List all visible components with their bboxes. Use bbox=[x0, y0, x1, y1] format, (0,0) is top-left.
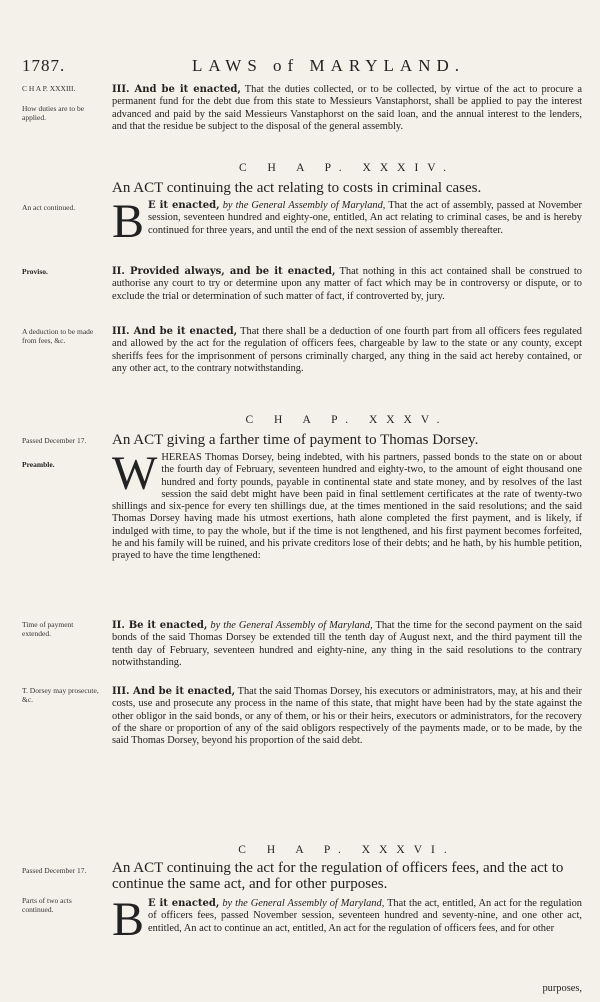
section-lead: E it enacted, bbox=[148, 898, 220, 909]
assembly-phrase: by the General Assembly of Maryland, bbox=[219, 898, 385, 909]
margin-dorsey-prosecute: T. Dorsey may prosecute, &c. bbox=[22, 686, 99, 704]
dropcap-b: B bbox=[112, 195, 145, 248]
margin-parts-two-acts: Parts of two acts continued. bbox=[22, 896, 72, 914]
section-text: That the act, entitled, An act for the regulation of officers fees, passed November session, seventeen hundred and seventy-nine, and one other act, entitled, An act to continue an act, entitled, An act for the regulation of officers fees, and for other bbox=[148, 898, 582, 934]
chap35-title: An ACT giving a farther time of payment to Thomas Dorsey. bbox=[112, 432, 479, 448]
chap34-section2 bbox=[112, 266, 582, 303]
dropcap-b: B bbox=[112, 893, 145, 946]
chap33-section3 bbox=[112, 84, 582, 133]
section-text: That nothing in this act contained shall be construed to authorise any court to try or determine upon any matter of fact which may be in controversy or dispute, or to exclude the trial or determination of such matter of fact, if controverted by, jury. bbox=[112, 266, 582, 302]
chap35-heading: C H A P. XXXV. bbox=[245, 414, 449, 426]
margin-time-payment: Time of payment extended. bbox=[22, 620, 74, 638]
margin-preamble: Preamble. bbox=[22, 460, 55, 469]
section-text: That there shall be a deduction of one fourth part from all officers fees regulated and allowed by the act for the regulation of officers fees, chargeable by law to the state or any county, except sheriffs fees for the imprisonment of persons criminally charged, any thing in the said act hereby contained, or any other act, to the contrary notwithstanding. bbox=[112, 326, 582, 374]
section-text: That the time for the second payment on the said bonds of the said Thomas Dorsey be extended till the tenth day of August next, and the third payment till the tenth day of February, seventeen hundred and eighty-nine, any thing in the said resolutions to the contrary notwithstanding. bbox=[112, 620, 582, 668]
chap34-title: An ACT continuing the act relating to costs in criminal cases. bbox=[112, 180, 482, 196]
section-text: That the said Thomas Dorsey, his executors or administrators, may, at his and their costs, use and prosecute any process in the name of this state, that might have been had by the state against the other obligor in the said bonds, or any of them, or his or their heirs, executors or administrators, for the recovery of the share or proportion of any of the said obligors respectively of the payments made, or to be made, by the said Thomas Dorsey, beyond his proportion of the said debt. bbox=[112, 686, 582, 747]
chap35-preamble bbox=[112, 447, 582, 563]
chap36-title: An ACT continuing the act for the regulation of officers fees, and the act to continue the same act, and for other purposes. bbox=[112, 860, 564, 892]
section-lead: III. And be it enacted, bbox=[112, 686, 236, 697]
margin-proviso: Proviso. bbox=[22, 267, 48, 276]
margin-chap-xxxiii: C H A P. XXXIII. bbox=[22, 84, 76, 93]
dropcap-w: W bbox=[112, 447, 158, 500]
margin-passed-dec-1: Passed December 17. bbox=[22, 436, 87, 445]
chap34-enacting bbox=[112, 195, 582, 248]
chap34-heading: C H A P. XXXIV. bbox=[239, 162, 455, 174]
margin-passed-dec-2: Passed December 17. bbox=[22, 866, 87, 875]
margin-how-duties: How duties are to be applied. bbox=[22, 104, 85, 122]
page-number: 1787. bbox=[22, 56, 66, 75]
section-text: That the duties collected, or to be collected, by virtue of the act to procure a permanent fund for the debt due from this state to Messieurs Vanstaphorst, shall be applied to pay the interest advanced and paid by the said Messieurs Vanstaphorst on the said loan, and the annual interest to the lenders, and that the residue be subject to the disposal of the general assembly. bbox=[112, 84, 582, 132]
section-lead: E it enacted, bbox=[148, 200, 220, 211]
chap36-enacting bbox=[112, 893, 582, 946]
chap34-section3 bbox=[112, 326, 582, 375]
assembly-phrase: by the General Assembly of Maryland, bbox=[219, 200, 386, 211]
page-header bbox=[22, 56, 582, 78]
section-lead: III. And be it enacted, bbox=[112, 326, 238, 337]
assembly-phrase: by the General Assembly of Maryland, bbox=[207, 620, 373, 631]
chap35-section3 bbox=[112, 686, 582, 747]
preamble-text: HEREAS Thomas Dorsey, being indebted, with his partners, passed bonds to the state on or about the fourth day of February, seventeen hundred and eighty-two, to the amount of eight thousand one hundred and forty pounds, payable in continental state and state money, and by resolves of the last session the said debt might have been paid in final settlement certificates at the rate of twenty-two shillings and six-pence for every ten shillings due, at the times mentioned in the said resolutions; and the said Thomas Dorsey having made his utmost exertions, hath alone completed the first payment, and is likely, if indulged with time, to pay the whole, but if the time is not lengthened, and his first payment becomes forfeited, he and his family will be ruined, and his private creditors lose of their debts; and he hath, by his humble petition, prayed to have the time lengthened: bbox=[112, 452, 582, 562]
chap35-section2 bbox=[112, 620, 582, 669]
margin-continued: An act continued. bbox=[22, 203, 76, 212]
catchword: purposes, bbox=[542, 983, 582, 994]
margin-deduction: A deduction to be made from fees, &c. bbox=[22, 327, 94, 345]
section-lead: II. Provided always, and be it enacted, bbox=[112, 266, 336, 277]
chap36-heading: C H A P. XXXVI. bbox=[238, 844, 456, 856]
section-lead: III. And be it enacted, bbox=[112, 84, 241, 95]
section-lead: II. Be it enacted, bbox=[112, 620, 208, 631]
running-title: LAWS of MARYLAND. bbox=[192, 56, 465, 75]
section-text: That the act of assembly, passed at November session, seventeen hundred and eighty-one, entitled, An act relating to criminal cases, be and is hereby continued for three years, and until the end of the next session of assembly thereafter. bbox=[148, 200, 582, 236]
